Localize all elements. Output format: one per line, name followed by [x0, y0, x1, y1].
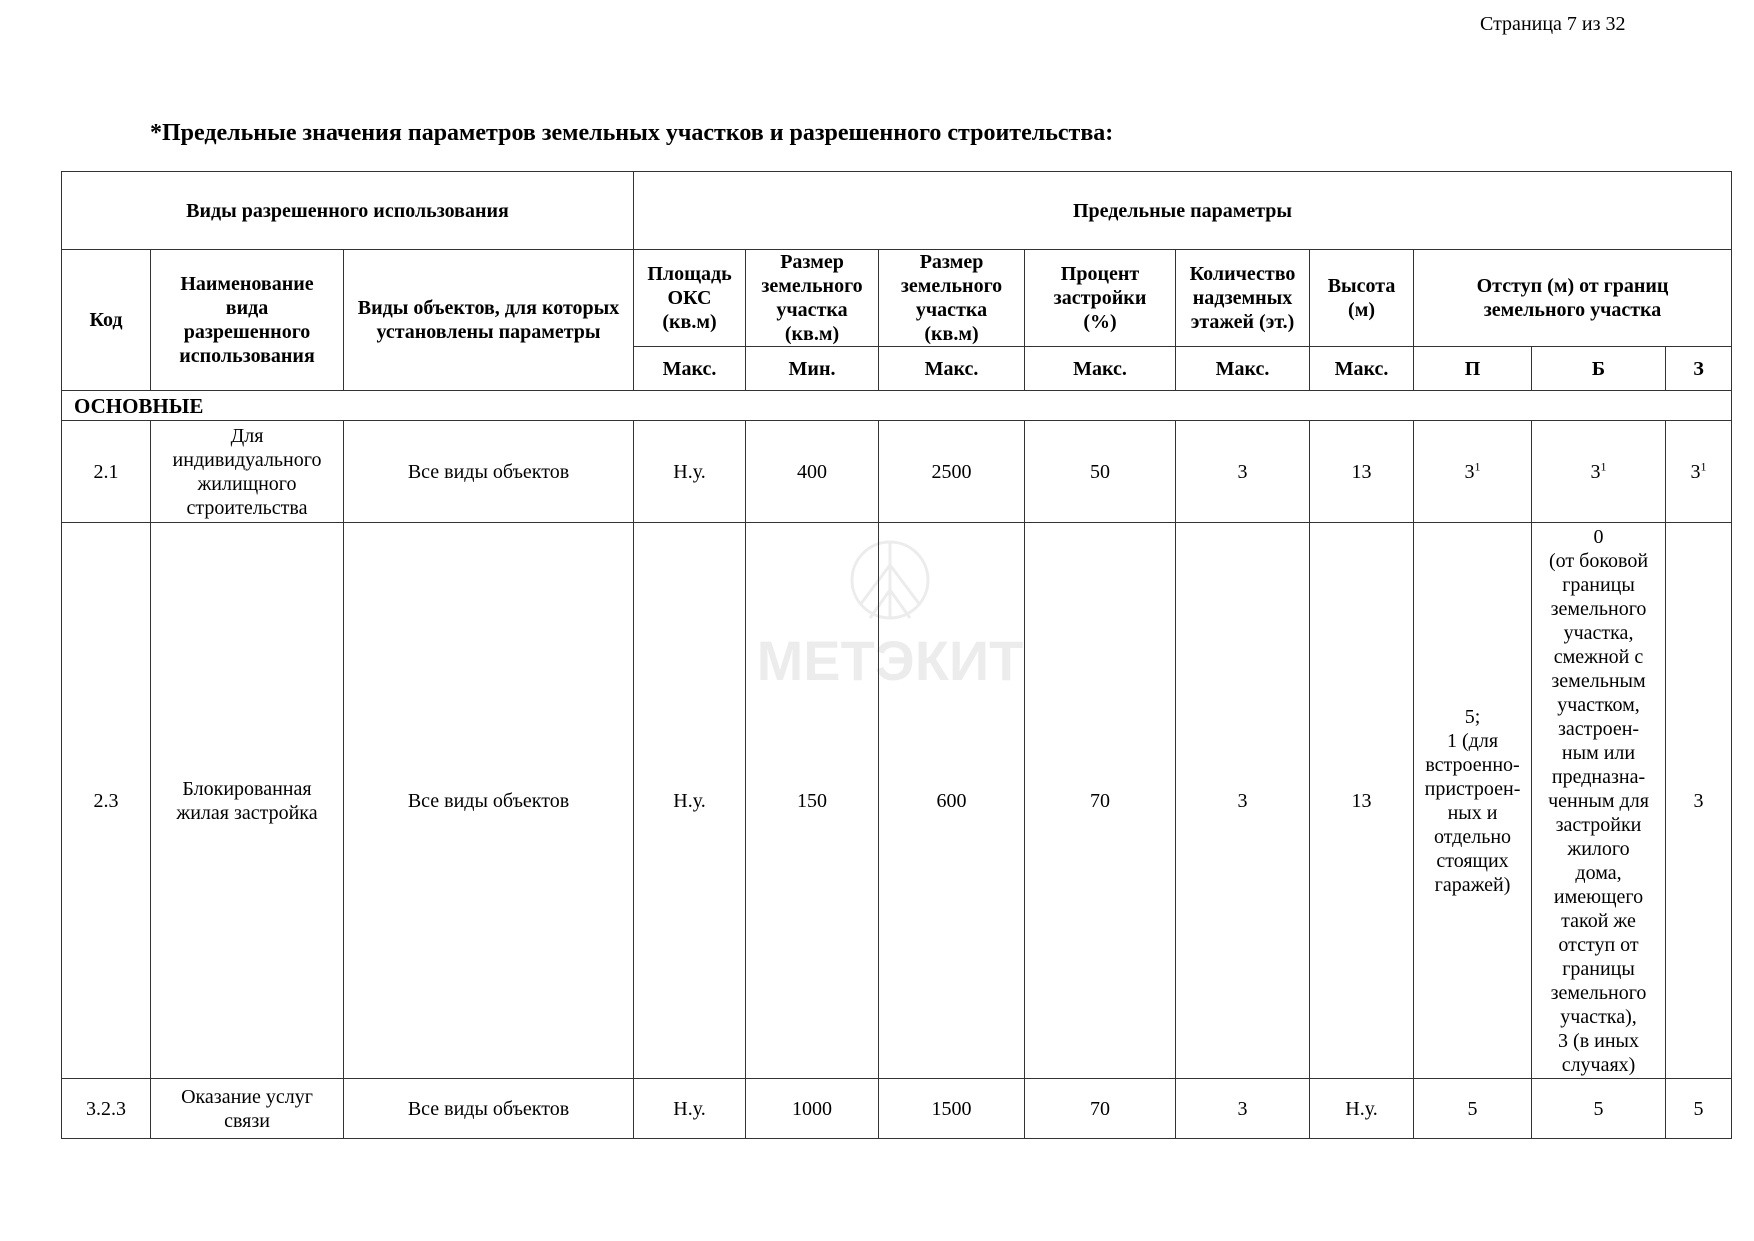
cell-offset-p	[1414, 421, 1532, 523]
sub-offset-z: З	[1666, 347, 1732, 391]
sub-floors-max: Макс.	[1176, 347, 1310, 391]
header-code: Код	[62, 250, 151, 391]
cell-use-name: Для индивидуального жилищного строительства	[151, 421, 344, 523]
cell-floors: 3	[1176, 1079, 1310, 1139]
table-row	[62, 523, 1732, 1079]
footnote-mark: 1	[1700, 458, 1707, 473]
cell-plot-min: 150	[746, 523, 879, 1079]
footnote-mark: 1	[1474, 458, 1481, 473]
offset-p-value: 3	[1464, 460, 1475, 483]
cell-code: 3.2.3	[62, 1079, 151, 1139]
header-building-area: Площадь ОКС (кв.м)	[634, 250, 746, 347]
cell-percent: 70	[1025, 1079, 1176, 1139]
sub-plot-min: Мин.	[746, 347, 879, 391]
cell-offset-p: 5	[1414, 1079, 1532, 1139]
cell-area: Н.у.	[634, 523, 746, 1079]
page-number: Страница 7 из 32	[1480, 13, 1626, 35]
cell-objects: Все виды объектов	[344, 523, 634, 1079]
header-use-name: Наименование вида разрешенного использования	[151, 250, 344, 391]
watermark-text: МЕТЭКИТ	[756, 629, 1024, 692]
cell-objects: Все виды объектов	[344, 421, 634, 523]
sub-offset-b: Б	[1532, 347, 1666, 391]
cell-floors: 3	[1176, 421, 1310, 523]
header-plot-size-min: Размер земельного участка (кв.м)	[746, 250, 879, 347]
cell-code: 2.3	[62, 523, 151, 1079]
cell-percent: 70	[1025, 523, 1176, 1079]
header-offset: Отступ (м) от границ земельного участка	[1414, 250, 1732, 347]
section-row	[62, 391, 1732, 421]
cell-plot-max: 2500	[879, 421, 1025, 523]
header-floor-count: Количество надземных этажей (эт.)	[1176, 250, 1310, 347]
document-title: *Предельные значения параметров земельных участков и разрешенного строительства:	[150, 120, 1114, 146]
cell-offset-z: 5	[1666, 1079, 1732, 1139]
header-row-group	[62, 172, 1732, 250]
footnote-mark: 1	[1600, 458, 1607, 473]
cell-percent: 50	[1025, 421, 1176, 523]
sub-percent-max: Макс.	[1025, 347, 1176, 391]
cell-use-name: Оказание услуг связи	[151, 1079, 344, 1139]
sub-plot-max: Макс.	[879, 347, 1025, 391]
cell-plot-min: 1000	[746, 1079, 879, 1139]
sub-area-max: Макс.	[634, 347, 746, 391]
cell-offset-z	[1666, 421, 1732, 523]
header-plot-size-max: Размер земельного участка (кв.м)	[879, 250, 1025, 347]
cell-use-name: Блокированная жилая застройка	[151, 523, 344, 1079]
cell-offset-b	[1532, 421, 1666, 523]
cell-code: 2.1	[62, 421, 151, 523]
header-group-use: Виды разрешенного использования	[62, 172, 634, 250]
parameters-table	[61, 171, 1732, 1139]
offset-b-value: 3	[1590, 460, 1601, 483]
header-row-columns	[62, 250, 1732, 347]
header-build-percent: Процент застройки (%)	[1025, 250, 1176, 347]
cell-plot-min: 400	[746, 421, 879, 523]
sub-offset-p: П	[1414, 347, 1532, 391]
offset-z-value: 3	[1690, 460, 1701, 483]
cell-area: Н.у.	[634, 421, 746, 523]
section-label: ОСНОВНЫЕ	[62, 391, 1732, 421]
cell-offset-b: 5	[1532, 1079, 1666, 1139]
cell-objects: Все виды объектов	[344, 1079, 634, 1139]
cell-plot-max: 1500	[879, 1079, 1025, 1139]
cell-floors: 3	[1176, 523, 1310, 1079]
cell-height: Н.у.	[1310, 1079, 1414, 1139]
cell-offset-b: 0 (от боковой границы земельного участка, смежной с земельным участком, застроен-ным или предназна-ченным для застройки жилого дома, имеющего такой же отступ от границы земельного участка), 3 (в иных случаях)	[1532, 523, 1666, 1079]
header-group-params: Предельные параметры	[634, 172, 1732, 250]
cell-offset-p: 5; 1 (для встроенно-пристроен-ных и отдельно стоящих гаражей)	[1414, 523, 1532, 1079]
cell-area: Н.у.	[634, 1079, 746, 1139]
cell-offset-z: 3	[1666, 523, 1732, 1079]
cell-height: 13	[1310, 421, 1414, 523]
table-row	[62, 421, 1732, 523]
header-objects: Виды объектов, для которых установлены параметры	[344, 250, 634, 391]
table-row	[62, 1079, 1732, 1139]
cell-height: 13	[1310, 523, 1414, 1079]
cell-plot-max: 600	[879, 523, 1025, 1079]
header-height: Высота (м)	[1310, 250, 1414, 347]
sub-height-max: Макс.	[1310, 347, 1414, 391]
